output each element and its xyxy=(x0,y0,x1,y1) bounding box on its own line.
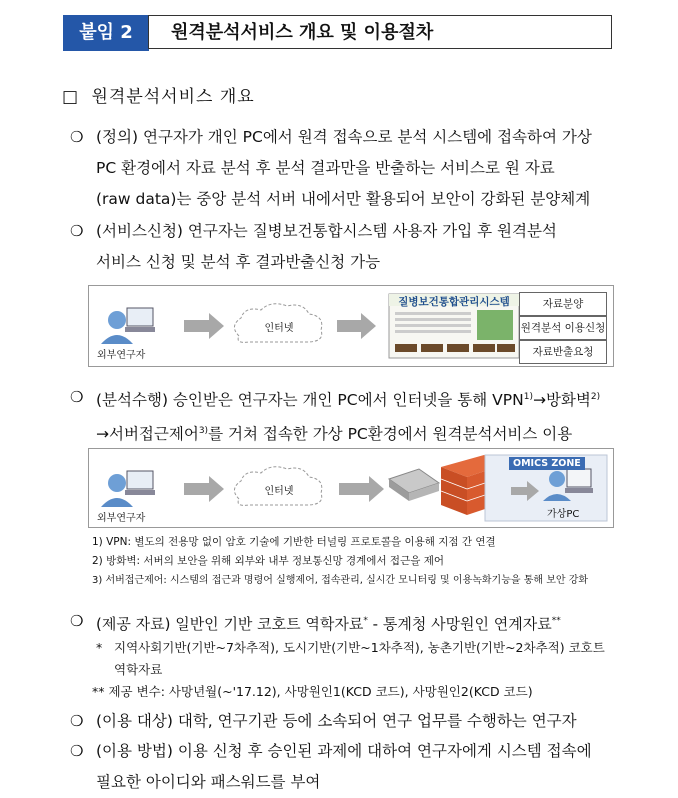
bullet-marker: ❍ xyxy=(70,742,84,760)
section-heading xyxy=(62,82,255,107)
cohort-note-line-1: 지역사회기반(기반~7차추적), 도시기반(기반~1차추적), 농촌기반(기반~2차추적) 코호트 xyxy=(114,640,605,655)
analysis-line-2: →서버접근제어$^{3)}$를 거쳐 접속한 가상 PC환경에서 원격분석서비스 이용 xyxy=(96,425,573,444)
researcher-icon xyxy=(101,308,155,344)
footnote-firewall: 2) 방화벽: 서버의 보안을 위해 외부와 내부 정보통신망 경계에서 접근을 제어 xyxy=(92,555,444,567)
bullet-marker: ❍ xyxy=(70,128,84,146)
footnote-vpn: 1) VPN: 별도의 전용망 없이 암호 기술에 기반한 터널링 프로토콜을 이용해 지점 간 연결 xyxy=(92,536,496,548)
omics-zone-label: OMICS ZONE xyxy=(509,457,585,470)
target-users-item xyxy=(70,706,640,737)
page-title: 원격분석서비스 개요 및 이용절차 xyxy=(148,15,612,49)
section-title: 원격분석서비스 개요 xyxy=(91,87,255,107)
service-request-item xyxy=(70,216,630,278)
cohort-note xyxy=(96,637,616,681)
definition-line-3: (raw data)는 중앙 분석 서버 내에서만 활용되어 보안이 강화된 분양체계 xyxy=(96,190,591,208)
vpn-device-icon xyxy=(389,469,439,501)
usage-method-line-1: (이용 방법) 이용 신청 후 승인된 과제에 대하여 연구자에게 시스템 접속에 xyxy=(96,742,592,760)
service-request-diagram xyxy=(88,285,614,367)
provided-data-item xyxy=(70,606,630,640)
internet-label: 인터넷 xyxy=(264,323,294,334)
researcher-label: 외부연구자 xyxy=(97,350,146,361)
definition-item xyxy=(70,122,630,215)
system-title: 질병보건통합관리시스템 xyxy=(398,296,510,308)
bullet-marker: ❍ xyxy=(70,612,84,630)
footnote-server-access: 3) 서버접근제어: 시스템의 접근과 명령어 실행제어, 접속관리, 실시간 모니터링 및 이용녹화기능을 통해 보안 강화 xyxy=(92,575,589,586)
virtual-pc-label: 가상PC xyxy=(547,509,580,520)
analysis-item xyxy=(70,382,630,450)
definition-line-2: PC 환경에서 자료 분석 후 분석 결과만을 반출하는 서비스로 원 자료 xyxy=(96,159,555,177)
arrow-icon xyxy=(184,313,224,339)
definition-line-1: (정의) 연구자가 개인 PC에서 원격 접속으로 분석 시스템에 접속하여 가상 xyxy=(96,128,592,146)
data-distribution-box: 자료분양 xyxy=(519,292,607,316)
data-export-request-box: 자료반출요청 xyxy=(519,340,607,364)
bullet-marker: ❍ xyxy=(70,222,84,240)
analysis-diagram xyxy=(88,448,614,528)
variables-note: ** 제공 변수: 사망년월(~'17.12), 사망원인1(KCD 코드), 사망원인2(KCD 코드) xyxy=(92,684,533,699)
arrow-icon xyxy=(184,476,224,502)
researcher-icon xyxy=(101,471,155,507)
target-users-line: (이용 대상) 대학, 연구기관 등에 소속되어 연구 업무를 수행하는 연구자 xyxy=(96,712,577,730)
cohort-note-line-2: 역학자료 xyxy=(114,662,163,677)
bullet-marker: ❍ xyxy=(70,712,84,730)
usage-method-item xyxy=(70,736,640,798)
appendix-tag: 붙임 2 xyxy=(63,15,149,51)
provided-data-line: (제공 자료) 일반인 기반 코호트 역학자료* - 통계청 사망원인 연계자료** xyxy=(96,615,561,633)
remote-analysis-request-box: 원격분석 이용신청 xyxy=(519,316,607,340)
arrow-icon xyxy=(337,313,376,339)
researcher-label: 외부연구자 xyxy=(97,513,146,524)
service-request-line-2: 서비스 신청 및 분석 후 결과반출신청 가능 xyxy=(96,253,381,271)
usage-method-line-2: 필요한 아이디와 패스워드를 부여 xyxy=(96,773,321,791)
analysis-line-1: (분석수행) 승인받은 연구자는 개인 PC에서 인터넷을 통해 $VPN^{1)}\to$방화벽$^{2)}$ xyxy=(96,391,601,410)
arrow-icon xyxy=(339,476,384,502)
bullet-marker: ❍ xyxy=(70,388,84,406)
internet-label: 인터넷 xyxy=(264,486,294,497)
section-marker: □ xyxy=(62,87,79,107)
service-request-line-1: (서비스신청) 연구자는 질병보건통합시스템 사용자 가입 후 원격분석 xyxy=(96,222,557,240)
footnotes xyxy=(92,533,588,590)
star-marker: * xyxy=(96,640,103,655)
